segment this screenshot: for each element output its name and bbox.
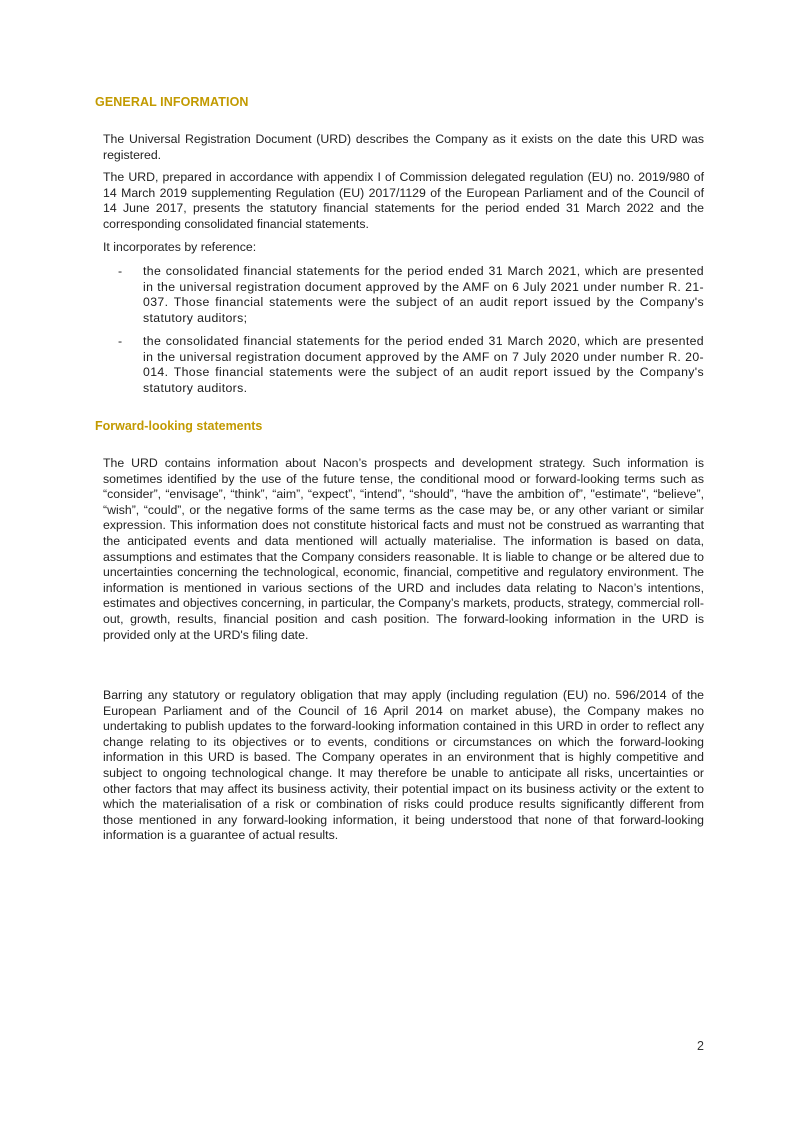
- list-item-text: the consolidated financial statements for the period ended 31 March 2020, which are presented in the universal registration document approved by the AMF on 7 July 2020 under number R. 20-014. Those financial statements were the subject of an audit report issued by the Company's statutory auditors.: [143, 334, 704, 395]
- paragraph-urd-description: The Universal Registration Document (URD) describes the Company as it exists on the date this URD was registered.: [103, 132, 704, 162]
- section-title-forward-looking: Forward-looking statements: [95, 419, 263, 433]
- bullet-dash: -: [118, 264, 123, 278]
- section-title-general-information: GENERAL INFORMATION: [95, 95, 249, 109]
- list-item-text: the consolidated financial statements for the period ended 31 March 2021, which are presented in the universal registration document approved by the AMF on 6 July 2021 under number R. 21-037. Those financial statements were the subject of an audit report issued by the Company's statutory auditors;: [143, 264, 704, 325]
- paragraph-statutory-obligation: Barring any statutory or regulatory obligation that may apply (including regulation (EU) no. 596/2014 of the European Parliament and of the Council of 16 April 2014 on market abuse), the Company makes no undertaking to publish updates to the forward-looking information contained in this URD in order to reflect any change relating to its objectives or to events, conditions or circumstances on which the forward-looking information in this URD is based. The Company operates in an environment that is highly competitive and subject to ongoing technological change. It may therefore be unable to anticipate all risks, uncertainties or other factors that may affect its business activity, their potential impact on its business activity or the extent to which the materialisation of a risk or combination of risks could produce results significantly different from those mentioned in any forward-looking information, it being understood that none of that forward-looking information is a guarantee of actual results.: [103, 688, 704, 843]
- paragraph-incorporates: It incorporates by reference:: [103, 240, 257, 254]
- page-number: 2: [697, 1039, 704, 1053]
- paragraph-urd-prepared: The URD, prepared in accordance with appendix I of Commission delegated regulation (EU) no. 2019/980 of 14 March 2019 supplementing Regulation (EU) 2017/1129 of the European Parliament and of the Council of 14 June 2017, presents the statutory financial statements for the period ended 31 March 2022 and the corresponding consolidated financial statements.: [103, 170, 704, 231]
- bullet-dash: -: [118, 334, 123, 348]
- paragraph-forward-looking-info: The URD contains information about Nacon’s prospects and development strategy. Such information is sometimes identified by the use of the future tense, the conditional mood or forward-looking terms such as “consider”, “envisage”, “think”, “aim”, “expect”, “intend”, “should”, “have the ambition of”, "estimate", “believe”, “wish”, “could”, or the negative forms of the same terms as the case may be, or any other variant or similar expression. This information does not constitute historical facts and must not be construed as warranting that the anticipated events and data mentioned will actually materialise. The information is based on data, assumptions and estimates that the Company considers reasonable. It is liable to change or be altered due to uncertainties concerning the technological, economic, financial, competitive and regulatory environment. The information is mentioned in various sections of the URD and includes data relating to Nacon’s intentions, estimates and objectives concerning, in particular, the Company’s markets, products, strategy, commercial roll-out, growth, results, financial position and cash position. The forward-looking information in the URD is provided only at the URD's filing date.: [103, 456, 704, 642]
